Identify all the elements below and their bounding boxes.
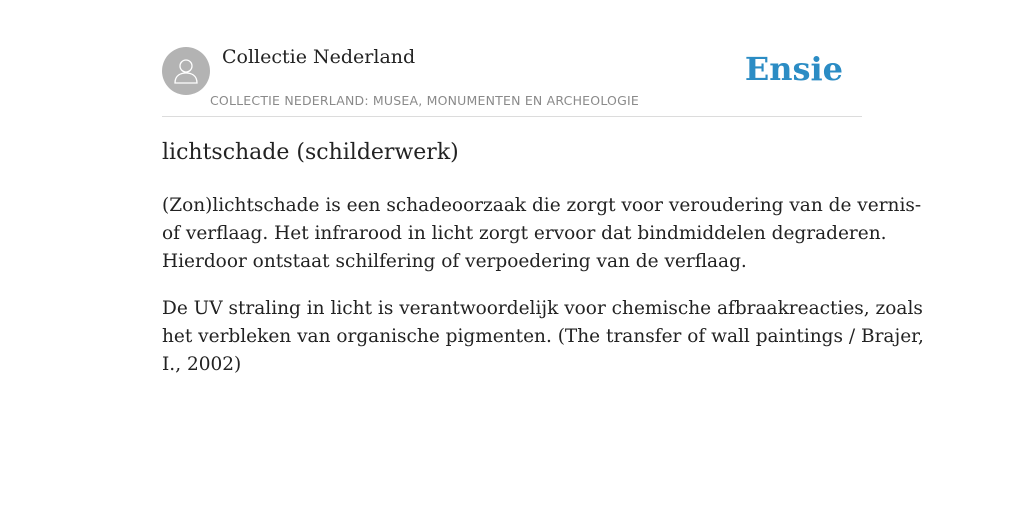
paragraph-line: Hierdoor ontstaat schilfering of verpoedering van de verflaag.: [162, 251, 747, 272]
paragraph-1: [162, 192, 922, 276]
organization-label[interactable]: COLLECTIE NEDERLAND: MUSEA, MONUMENTEN EN ARCHEOLOGIE: [210, 93, 639, 108]
paragraph-line: (Zon)lichtschade is een schadeoorzaak die zorgt voor veroudering van de vernis-: [162, 195, 922, 216]
brand-logo[interactable]: Ensie: [744, 50, 843, 88]
paragraph-line: De UV straling in licht is verantwoordelijk voor chemische afbraakreacties, zoals: [162, 298, 923, 319]
user-icon: [171, 56, 201, 86]
paragraph-line: het verbleken van organische pigmenten. (The transfer of wall paintings / Brajer,: [162, 326, 924, 347]
paragraph-line: of verflaag. Het infrarood in licht zorgt ervoor dat bindmiddelen degraderen.: [162, 223, 887, 244]
paragraph-line: I., 2002): [162, 354, 242, 375]
header: [162, 40, 862, 117]
paragraph-2: [162, 295, 924, 379]
article-body: [162, 192, 924, 398]
page-title: lichtschade (schilderwerk): [162, 140, 459, 165]
avatar[interactable]: [162, 47, 210, 95]
author-name[interactable]: Collectie Nederland: [222, 46, 416, 68]
